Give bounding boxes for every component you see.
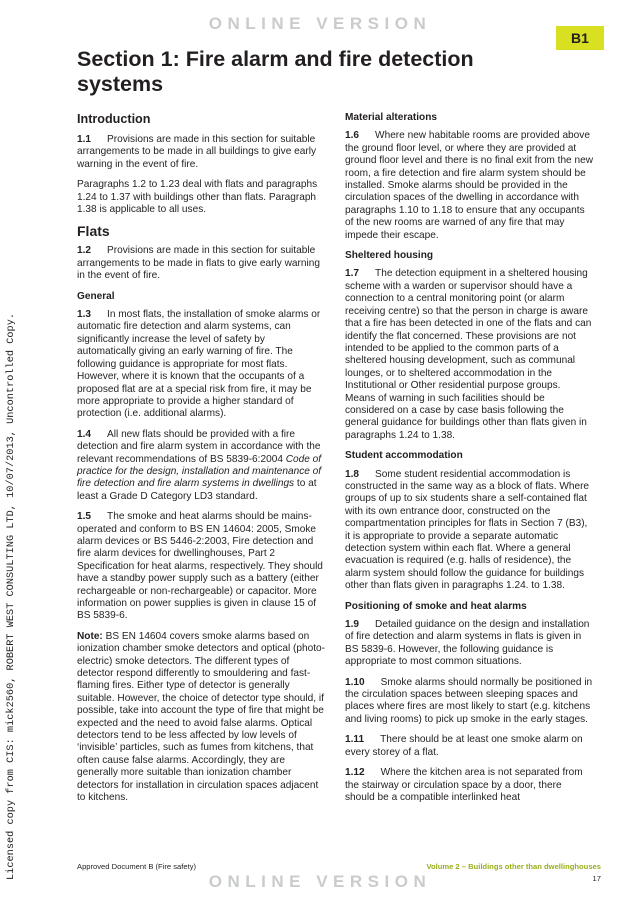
paragraph-1-8 bbox=[345, 469, 593, 593]
left-column bbox=[77, 112, 325, 813]
paragraph-text: All new flats should be provided with a fire detection and fire alarm system in accordance with the relevant recommendations of BS 5839-6:2004 bbox=[77, 428, 321, 465]
paragraph-number: 1.4 bbox=[77, 428, 92, 440]
paragraph-1-9 bbox=[345, 619, 593, 669]
right-column bbox=[345, 112, 593, 812]
footer-volume-title: Volume 2 – Buildings other than dwellinghouses bbox=[426, 862, 601, 871]
paragraph-number: 1.1 bbox=[77, 134, 92, 145]
general-heading: General bbox=[77, 290, 115, 302]
paragraph-number: 1.3 bbox=[77, 309, 92, 321]
flats-heading: Flats bbox=[77, 223, 110, 240]
page-title: Section 1: Fire alarm and fire detection systems bbox=[77, 47, 474, 96]
paragraph-number: 1.11 bbox=[345, 734, 365, 746]
paragraph-number: 1.6 bbox=[345, 130, 360, 142]
paragraph-1-4 bbox=[77, 429, 325, 503]
paragraph-text: Where new habitable rooms are provided above the ground floor level, or where they are provided at ground floor level and there is no final exit from the new room, a fire detection and fire alarm system should be installed. Smoke alarms should be provided in the circulation spaces of the dwelling in accordance with paragraphs 1.10 to 1.18 to ensure that any occupants of the new rooms are warned of any fire that may impede their escape. bbox=[345, 130, 593, 241]
paragraph-text: Detailed guidance on the design and installation of fire detection and alarm systems in flats is given in BS 5839-6. However, the following guidance is appropriate to most common situations. bbox=[345, 619, 590, 668]
paragraph-text: Smoke alarms should normally be positioned in the circulation spaces between sleeping spaces and places where fires are most likely to start (e.g. kitchens and living rooms) to pick up smoke in the early stages. bbox=[345, 676, 593, 725]
standard-title: Code of practice for the design, installation and maintenance of fire detection and fire alarm systems in dwellings bbox=[77, 453, 322, 490]
paragraph-text: The detection equipment in a sheltered housing scheme with a warden or supervisor should have a connection to a central monitoring point (or alarm receiving centre) so that the person in charge is aware that a fire has been detected in one of the flats and can identify the flat concerned. These provisions are not intended to be applied to the common parts of a sheltered housing development, such as communal lounges, or to sheltered accommodation in the Institutional or Other residential purpose groups. Means of warning in such facilities should be considered on a case by case basis following the general guidance for buildings other than flats given in paragraphs 1.24 to 1.38. bbox=[345, 268, 592, 441]
paragraph-1-1 bbox=[77, 134, 325, 171]
paragraph-1-6 bbox=[345, 130, 593, 242]
license-sidebar bbox=[2, 0, 22, 903]
paragraph-number: 1.9 bbox=[345, 619, 360, 631]
paragraph-1-11 bbox=[345, 734, 593, 759]
paragraph-text: There should be at least one smoke alarm on every storey of a flat. bbox=[345, 734, 583, 758]
online-version-banner-bottom: ONLINE VERSION bbox=[208, 872, 432, 891]
paragraph-1-2 bbox=[77, 245, 325, 282]
paragraph-intro-scope: Paragraphs 1.2 to 1.23 deal with flats and paragraphs 1.24 to 1.37 with buildings other than flats. Paragraph 1.38 is applicable to all uses. bbox=[77, 179, 318, 216]
paragraph-1-12 bbox=[345, 767, 593, 804]
sheltered-housing-heading: Sheltered housing bbox=[345, 250, 434, 262]
introduction-heading: Introduction bbox=[77, 112, 151, 126]
footer-document-title: Approved Document B (Fire safety) bbox=[77, 862, 197, 871]
online-version-banner-top: ONLINE VERSION bbox=[208, 14, 432, 33]
paragraph-1-5 bbox=[77, 511, 325, 623]
note-text: BS EN 14604 covers smoke alarms based on ionization chamber smoke detectors and optical (photo-electric) smoke detectors. The different types of detector respond differently to smouldering and fast-flaming fires. Either type of detector is generally suitable. However, the choice of detector type should, if possible, take into account the type of fire that might be expected and the need to avoid false alarms. Optical detectors tend to be less affected by low levels of ‘invisible’ particles, such as fumes from kitchens, that often cause false alarms. Accordingly, they are generally more suitable than ionization chamber detectors for installation in circulation spaces adjacent to kitchens. bbox=[77, 630, 325, 804]
paragraph-number: 1.12 bbox=[345, 767, 365, 779]
paragraph-number: 1.2 bbox=[77, 245, 92, 257]
paragraph-text: Provisions are made in this section for suitable arrangements to be made in flats to give early warning in the event of fire. bbox=[77, 245, 320, 282]
page-number: 17 bbox=[592, 874, 601, 883]
paragraph-text: Some student residential accommodation is constructed in the same way as a block of flats. Where groups of up to six students share a self-contained flat with its own entrance door, constructed on the compartmentation principles for flats in Section 7 (B3), it is appropriate to provide a separate automatic detection system within each flat. Where a general evacuation is required (e.g. halls of residence), the alarm system should follow the guidance for buildings other than flats given in paragraphs 1.24. to 1.38. bbox=[345, 468, 590, 592]
paragraph-1-7 bbox=[345, 268, 593, 442]
paragraph-text: Provisions are made in this section for suitable arrangements to be made in all buildings to give early warning in the event of fire. bbox=[77, 134, 317, 170]
positioning-heading: Positioning of smoke and heat alarms bbox=[345, 600, 527, 612]
paragraph-text: Where the kitchen area is not separated from the stairway or circulation space by a door, there should be a compatible interlinked heat bbox=[345, 767, 583, 803]
note-label: Note: bbox=[77, 630, 103, 642]
paragraph-number: 1.10 bbox=[345, 676, 365, 688]
material-alterations-heading: Material alterations bbox=[345, 112, 437, 123]
section-badge: B1 bbox=[556, 26, 604, 50]
note-paragraph bbox=[77, 631, 325, 805]
paragraph-1-10 bbox=[345, 677, 593, 727]
paragraph-text: to at least a Grade D Category LD3 standard. bbox=[77, 478, 317, 502]
license-text: Licensed copy from CIS: mick2560, ROBERT WEST CONSULTING LTD, 10/07/2013, Uncontrolled Copy. bbox=[6, 312, 17, 880]
paragraph-number: 1.8 bbox=[345, 468, 360, 480]
student-accommodation-heading: Student accommodation bbox=[345, 450, 463, 462]
paragraph-text: The smoke and heat alarms should be mains-operated and conform to BS EN 14604: 2005, Smoke alarm devices or BS 5446-2:2003, Fire detection and fire alarm devices for dwellinghouses, Part 2 Specification for heat alarms, respectively. They should have a standby power supply such as a battery (either rechargeable or non-rechargeable) or capacitor. More information on power supplies is given in clause 15 of BS 5839-6. bbox=[77, 511, 323, 622]
paragraph-text: In most flats, the installation of smoke alarms or automatic fire detection and alarm systems, can significantly increase the level of safety by automatically giving an early warning of fire. The following guidance is appropriate for most flats. However, where it is known that the occupants of a proposed flat are at a special risk from fire, it may be more appropriate to provide a higher standard of protection (i.e. additional alarms). bbox=[77, 309, 321, 420]
paragraph-1-3 bbox=[77, 309, 325, 421]
paragraph-number: 1.7 bbox=[345, 268, 360, 280]
paragraph-number: 1.5 bbox=[77, 511, 92, 523]
